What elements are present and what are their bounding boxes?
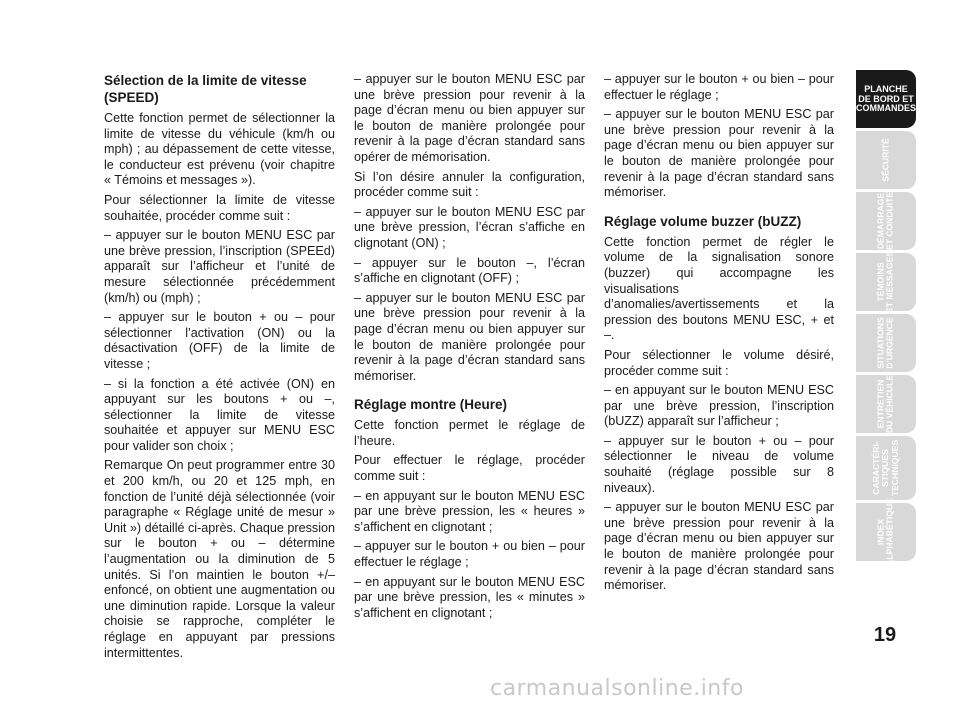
paragraph: – appuyer sur le bouton –, l’écran s’affiche en clignotant (OFF) ; xyxy=(354,255,585,286)
paragraph: – appuyer sur le bouton MENU ESC par une brève pression, l’écran s’affiche en clignotant (ON) ; xyxy=(354,204,585,250)
chapter-sidebar xyxy=(856,70,916,564)
paragraph: – appuyer sur le bouton MENU ESC par une brève pression pour revenir à la page d’écran menu ou bien appuyer sur le bouton de manière prolongée pour revenir à la page d’écran standard sans mémoriser. xyxy=(604,500,834,593)
paragraph-remarque: Remarque On peut programmer entre 30 et 200 km/h, ou 20 et 125 mph, en fonction de l’unité déjà sélectionnée (voir paragraphe « Réglage unité de mesur » Unit ») détaillé ci-après. Chaque pression sur le bouton + ou – détermine l’augmentation ou la diminution de 5 unités. Si l’on maintien le bouton +/– enfoncé, on obtient une augmentation ou une diminution rapide. Lorsque la valeur choisie se rapproche, compléter le réglage en appuyant par pressions intermittentes. xyxy=(104,458,336,660)
tab-label: TÉMOINS ET MESSAGES xyxy=(875,250,895,314)
tab-label: SÉCURITÉ xyxy=(880,138,891,182)
watermark: carmanualsonline.info xyxy=(490,676,744,701)
tab-label: ENTRETIEN DU VÉHICULE xyxy=(875,374,895,434)
tab-planche-de-bord[interactable] xyxy=(856,70,916,128)
tab-label: CARACTÉRI- STIQUES TECHNIQUES xyxy=(870,439,900,497)
section-heading-clock: Réglage montre (Heure) xyxy=(354,397,508,413)
tab-entretien[interactable] xyxy=(856,375,916,433)
paragraph: Si l’on désire annuler la configuration, procéder comme suit : xyxy=(354,169,585,200)
paragraph: Pour effectuer le réglage, procéder comme suit : xyxy=(354,453,585,484)
tab-label: INDEX ALPHABÉTIQUE xyxy=(875,498,895,566)
section-heading-speed: Sélection de la limite de vitesse (SPEED) xyxy=(104,73,307,105)
paragraph: – appuyer sur le bouton + ou – pour sélectionner l’activation (ON) ou la désactivation (OFF) de la limite de vitesse ; xyxy=(104,310,335,371)
paragraph: – si la fonction a été activée (ON) en appuyant sur les boutons + ou –, sélectionner la limite de vitesse souhaitée et appuyer sur MENU ESC pour valider son choix ; xyxy=(104,376,335,453)
column-3 xyxy=(604,72,834,598)
paragraph: – appuyer sur le bouton MENU ESC par une brève pression pour revenir à la page d’écran menu ou bien appuyer sur le bouton de manière prolongée pour revenir à la page d’écran standard sans opérer de mémorisation. xyxy=(354,72,585,164)
section-heading-buzzer: Réglage volume buzzer (bUZZ) xyxy=(604,213,802,229)
tab-temoins[interactable] xyxy=(856,250,916,314)
paragraph: – appuyer sur le bouton MENU ESC par une brève pression, l’inscription (SPEEd) apparaît sur l’afficheur et l’unité de mesure sélectionnée précédemment (km/h) ou (mph) ; xyxy=(104,228,335,305)
paragraph: Cette fonction permet de régler le volume de la signalisation sonore (buzzer) qui accompagne les visualisations d’anomalies/avertissements et la pression des boutons MENU ESC, + et –. xyxy=(604,234,834,343)
tab-caracteristiques[interactable] xyxy=(856,436,916,500)
paragraph: – en appuyant sur le bouton MENU ESC par une brève pression, les « minutes » s’affichent en clignotant ; xyxy=(354,574,585,620)
column-2 xyxy=(354,72,585,625)
paragraph: – appuyer sur le bouton MENU ESC par une brève pression pour revenir à la page d’écran menu ou bien appuyer sur le bouton de manière prolongée pour revenir à la page d’écran standard sans mémoriser. xyxy=(354,290,585,383)
column-1 xyxy=(104,72,335,665)
tab-label: DÉMARRAGE ET CONDUITE xyxy=(875,191,895,251)
paragraph: – en appuyant sur le bouton MENU ESC par une brève pression, les « heures » s’affichent en clignotant ; xyxy=(354,488,585,534)
page-number: 19 xyxy=(873,624,897,646)
paragraph: Pour sélectionner la limite de vitesse souhaitée, procéder comme suit : xyxy=(104,192,335,223)
tab-index[interactable] xyxy=(856,498,916,566)
tab-label: SITUATIONS D’URGENCE xyxy=(875,317,895,369)
tab-situations[interactable] xyxy=(856,314,916,372)
paragraph: Cette fonction permet de sélectionner la limite de vitesse du véhicule (km/h ou mph) ; au dépassement de cette vitesse, le conducteur est prévenu (voir chapitre « Témoins et messages »). xyxy=(104,111,335,188)
paragraph: – appuyer sur le bouton + ou bien – pour effectuer le réglage ; xyxy=(604,72,834,102)
paragraph: Cette fonction permet le réglage de l’heure. xyxy=(354,418,585,448)
tab-demarrage[interactable] xyxy=(856,192,916,250)
tab-securite[interactable] xyxy=(856,131,916,189)
paragraph: Pour sélectionner le volume désiré, procéder comme suit : xyxy=(604,347,834,378)
paragraph: – en appuyant sur le bouton MENU ESC par une brève pression, l’inscription (bUZZ) apparaît sur l’afficheur ; xyxy=(604,383,834,429)
paragraph: – appuyer sur le bouton + ou – pour sélectionner le niveau de volume souhaité (réglage possible sur 8 niveaux). xyxy=(604,433,834,495)
paragraph: – appuyer sur le bouton MENU ESC par une brève pression pour revenir à la page d’écran menu ou bien appuyer sur le bouton de manière prolongée pour revenir à la page d’écran standard sans mémoriser. xyxy=(604,107,834,200)
paragraph: – appuyer sur le bouton + ou bien – pour effectuer le réglage ; xyxy=(354,539,585,570)
tab-label: PLANCHE DE BORD ET COMMANDES xyxy=(856,83,916,113)
